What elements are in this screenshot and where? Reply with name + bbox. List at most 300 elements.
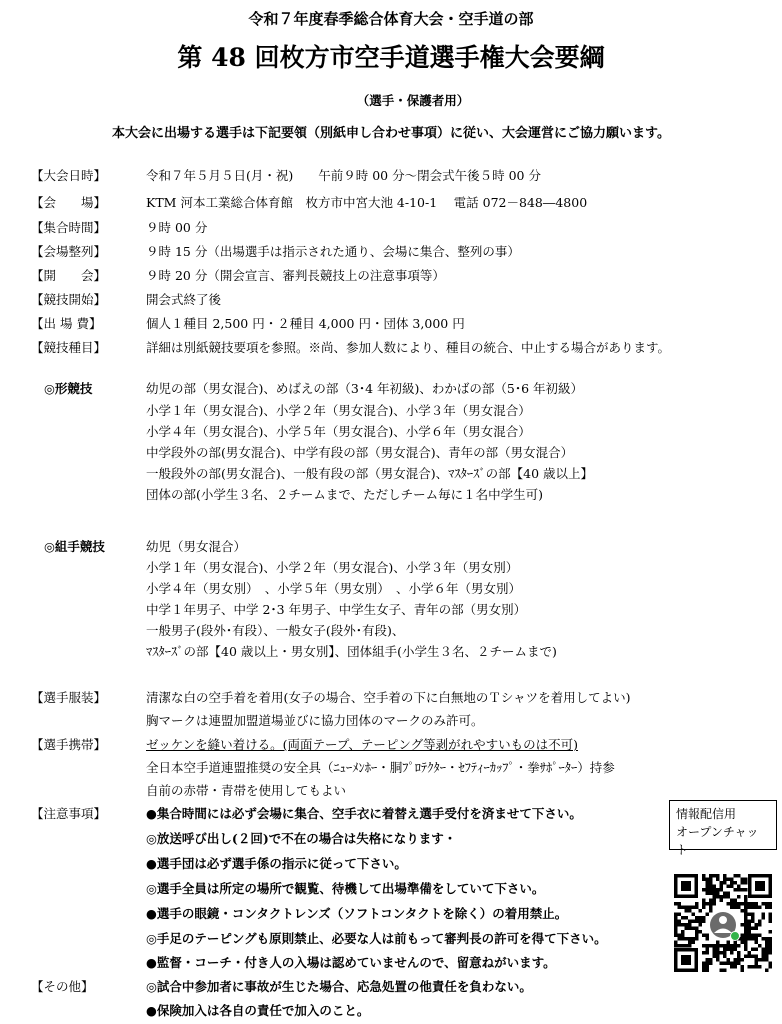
qr-module [674, 927, 678, 931]
qr-module [723, 948, 727, 952]
kata-line: 小学１年（男女混合)、小学２年（男女混合)、小学３年（男女混合） [146, 403, 531, 418]
notes-line: ◎選手全員は所定の場所で観覧、待機して出場準備をしていて下さい。 [146, 881, 545, 896]
qr-module [769, 937, 773, 941]
qr-module [678, 902, 682, 906]
other-line: ●保険加入は各自の責任で加入のこと。 [146, 1003, 370, 1018]
qr-module [709, 878, 713, 882]
qr-code-graphic [670, 870, 776, 976]
qr-module [674, 934, 678, 938]
qr-module [709, 906, 713, 910]
qr-module [737, 962, 741, 966]
qr-module [769, 948, 773, 952]
qr-module [713, 955, 717, 959]
qr-module [674, 930, 678, 934]
qr-module [751, 902, 755, 906]
qr-module [769, 916, 773, 920]
qr-module [769, 920, 773, 924]
qr-module [755, 958, 759, 962]
qr-module [758, 944, 762, 948]
qr-module [741, 958, 745, 962]
qr-module [716, 941, 720, 945]
attire-line: 胸マークは連盟加盟道場並びに協力団体のマークのみ許可。 [146, 713, 484, 728]
qr-module [762, 913, 766, 917]
qr-module [762, 951, 766, 955]
qr-module [737, 895, 741, 899]
qr-module [755, 934, 759, 938]
qr-module [723, 878, 727, 882]
qr-module [755, 923, 759, 927]
qr-module [737, 906, 741, 910]
qr-module [685, 923, 689, 927]
qr-module [748, 934, 752, 938]
qr-module [755, 962, 759, 966]
qr-module [748, 930, 752, 934]
qr-module [765, 955, 769, 959]
qr-module [748, 937, 752, 941]
qr-module [765, 948, 769, 952]
qr-module [678, 944, 682, 948]
qr-module [744, 941, 748, 945]
qr-module [748, 906, 752, 910]
qr-module [758, 958, 762, 962]
qr-module [674, 913, 678, 917]
qr-module [681, 944, 685, 948]
qr-module [702, 874, 706, 878]
qr-module [706, 913, 710, 917]
qr-module [674, 920, 678, 924]
qr-module [688, 909, 692, 913]
qr-module [706, 948, 710, 952]
kumite-label: ◎組手競技 [44, 539, 105, 554]
qr-module [695, 930, 699, 934]
qr-module [727, 962, 731, 966]
qr-module [751, 934, 755, 938]
qr-module [678, 923, 682, 927]
qr-module [702, 906, 706, 910]
detail-label: 【大会日時】 [31, 168, 107, 183]
qr-module [702, 920, 706, 924]
qr-module [716, 958, 720, 962]
qr-module [702, 878, 706, 882]
qr-module [716, 895, 720, 899]
qr-module [744, 948, 748, 952]
qr-module [709, 944, 713, 948]
qr-module [730, 885, 734, 889]
qr-module [744, 927, 748, 931]
qr-module [741, 965, 745, 969]
qr-module [720, 969, 724, 973]
qr-module [744, 923, 748, 927]
qr-module [706, 969, 710, 973]
qr-module [751, 927, 755, 931]
qr-module [688, 937, 692, 941]
qr-module [748, 913, 752, 917]
qr-module [699, 920, 703, 924]
qr-module [706, 937, 710, 941]
qr-module [769, 906, 773, 910]
qr-module [734, 881, 738, 885]
qr-module [674, 923, 678, 927]
notes-line: ●選手団は必ず選手係の指示に従って下さい。 [146, 856, 407, 871]
qr-module [734, 962, 738, 966]
qr-module [737, 944, 741, 948]
qr-module [723, 955, 727, 959]
qr-module [723, 881, 727, 885]
qr-module [709, 899, 713, 903]
qr-module [720, 951, 724, 955]
qr-module [692, 906, 696, 910]
qr-module [685, 916, 689, 920]
detail-value: ９時 20 分（開会宣言、審判長競技上の注意事項等） [146, 268, 445, 283]
qr-module [734, 944, 738, 948]
detail-value: 個人１種目 2,500 円・２種目 4,000 円・団体 3,000 円 [146, 316, 465, 331]
qr-module [755, 941, 759, 945]
qr-module [706, 892, 710, 896]
qr-module [713, 948, 717, 952]
qr-module [706, 902, 710, 906]
detail-label: 【開 会】 [31, 268, 107, 283]
qr-module [734, 958, 738, 962]
qr-module [730, 948, 734, 952]
qr-module [748, 955, 752, 959]
qr-module [744, 878, 748, 882]
qr-module [681, 906, 685, 910]
info-box-line2: オープンチャット [676, 825, 759, 857]
qr-module [734, 941, 738, 945]
qr-module [730, 906, 734, 910]
qr-module [716, 944, 720, 948]
qr-module [688, 941, 692, 945]
qr-module [769, 965, 773, 969]
other-line: ◎試合中参加者に事故が生じた場合、応急処置の他責任を負わない。 [146, 979, 532, 994]
qr-module [751, 920, 755, 924]
carry-label: 【選手携帯】 [31, 737, 107, 752]
kata-line: 幼児の部（男女混合)、めばえの部（3･4 年初級)、わかばの部（5･6 年初級） [146, 381, 584, 396]
qr-module [681, 937, 685, 941]
kata-line: 中学段外の部(男女混合)、中学有段の部（男女混合)、青年の部（男女混合） [146, 445, 574, 460]
qr-module [692, 927, 696, 931]
qr-module [755, 906, 759, 910]
qr-module [741, 878, 745, 882]
qr-module [751, 955, 755, 959]
qr-module [744, 899, 748, 903]
qr-module [737, 958, 741, 962]
qr-module [765, 969, 769, 973]
qr-module [734, 874, 738, 878]
qr-module [706, 878, 710, 882]
qr-module [762, 948, 766, 952]
detail-label: 【集合時間】 [31, 220, 107, 235]
qr-module [751, 965, 755, 969]
qr-module [727, 895, 731, 899]
qr-module [755, 927, 759, 931]
qr-module [713, 892, 717, 896]
qr-module [713, 874, 717, 878]
qr-module [702, 934, 706, 938]
qr-module [758, 965, 762, 969]
qr-module [688, 906, 692, 910]
qr-module [681, 930, 685, 934]
qr-module [727, 944, 731, 948]
qr-module [769, 944, 773, 948]
notes-line: ●選手の眼鏡・コンタクトレンズ（ソフトコンタクトを除く）の着用禁止。 [146, 906, 568, 921]
qr-module [741, 881, 745, 885]
qr-module [709, 909, 713, 913]
qr-module [702, 899, 706, 903]
qr-module [699, 909, 703, 913]
detail-label: 【出 場 費】 [31, 316, 102, 331]
qr-module [716, 892, 720, 896]
qr-module [723, 895, 727, 899]
qr-module [674, 944, 678, 948]
detail-value: ９時 15 分（出場選手は指示された通り、会場に集合、整列の事） [146, 244, 520, 259]
detail-label: 【競技種目】 [31, 340, 107, 355]
qr-module [762, 958, 766, 962]
qr-module [681, 934, 685, 938]
qr-module [723, 874, 727, 878]
qr-module [699, 930, 703, 934]
qr-module [674, 941, 678, 945]
qr-module [734, 899, 738, 903]
detail-value: 令和７年５月５日(月・祝) 午前９時 00 分～閉会式午後５時 00 分 [146, 168, 541, 183]
qr-module [695, 927, 699, 931]
qr-module [713, 885, 717, 889]
qr-module [730, 944, 734, 948]
qr-module [762, 916, 766, 920]
kata-line: 一般段外の部(男女混合)、一般有段の部（男女混合)、ﾏｽﾀｰｽﾞの部【40 歳以上】 [146, 466, 594, 481]
qr-module [720, 899, 724, 903]
qr-module [744, 895, 748, 899]
attire-label: 【選手服装】 [31, 690, 107, 705]
qr-module [744, 888, 748, 892]
qr-module [755, 902, 759, 906]
qr-module [695, 902, 699, 906]
kata-line: 小学４年（男女混合)、小学５年（男女混合)、小学６年（男女混合） [146, 424, 531, 439]
qr-module [723, 962, 727, 966]
qr-module [706, 885, 710, 889]
detail-value: 詳細は別紙競技要項を参照。※尚、参加人数により、種目の統合、中止する場合があります。 [146, 340, 671, 355]
qr-module [674, 916, 678, 920]
qr-module [755, 937, 759, 941]
qr-module [702, 944, 706, 948]
notes-line: ●監督・コーチ・付き人の入場は認めていませんので、留意ねがいます。 [146, 955, 556, 970]
qr-module [748, 927, 752, 931]
qr-module [744, 934, 748, 938]
carry-line: 自前の赤帯・青帯を使用してもよい [146, 783, 347, 798]
qr-module [727, 892, 731, 896]
qr-module [723, 892, 727, 896]
qr-module [716, 955, 720, 959]
qr-module [723, 951, 727, 955]
attire-line: 清潔な白の空手着を着用(女子の場合、空手着の下に白無地のＴシャツを着用してよい) [146, 690, 631, 705]
qr-module [744, 902, 748, 906]
qr-module [730, 965, 734, 969]
qr-module [762, 955, 766, 959]
qr-module [685, 937, 689, 941]
qr-module [695, 934, 699, 938]
qr-module [730, 962, 734, 966]
qr-module [685, 906, 689, 910]
qr-module [730, 881, 734, 885]
qr-module [727, 885, 731, 889]
notes-line: ●集合時間には必ず会場に集合、空手衣に着替え選手受付を済ませて下さい。 [146, 806, 582, 821]
qr-module [744, 944, 748, 948]
qr-module [720, 944, 724, 948]
qr-module [678, 937, 682, 941]
qr-module [744, 955, 748, 959]
qr-module [688, 923, 692, 927]
page-title: 第 48 回枚方市空手道選手権大会要綱 [177, 43, 605, 72]
qr-module [720, 962, 724, 966]
qr-module [765, 937, 769, 941]
qr-module [727, 958, 731, 962]
qr-module [713, 951, 717, 955]
qr-module [762, 902, 766, 906]
qr-module [737, 888, 741, 892]
kata-line: 団体の部(小学生３名、２チームまで、ただしチーム毎に１名中学生可) [146, 487, 544, 502]
qr-module [702, 969, 706, 973]
qr-module [692, 941, 696, 945]
detail-value: 開会式終了後 [146, 292, 222, 307]
qr-module [737, 874, 741, 878]
qr-module [695, 937, 699, 941]
qr-module [744, 930, 748, 934]
qr-module [685, 927, 689, 931]
qr-module [716, 878, 720, 882]
qr-module [706, 888, 710, 892]
qr-module [723, 944, 727, 948]
qr-module [702, 888, 706, 892]
qr-module [748, 902, 752, 906]
qr-module [741, 923, 745, 927]
qr-module [702, 902, 706, 906]
qr-module [748, 965, 752, 969]
kumite-line: 中学１年男子、中学 2･3 年男子、中学生女子、青年の部（男女別） [146, 602, 527, 617]
other-label: 【その他】 [31, 979, 94, 994]
qr-module [709, 958, 713, 962]
qr-module [769, 951, 773, 955]
qr-module [741, 888, 745, 892]
qr-module [695, 920, 699, 924]
qr-module [706, 881, 710, 885]
qr-module [688, 920, 692, 924]
detail-value: ９時 00 分 [146, 220, 208, 235]
qr-module [741, 969, 745, 973]
qr-module [709, 902, 713, 906]
qr-module [769, 941, 773, 945]
qr-module [716, 874, 720, 878]
notes-line: ◎放送呼び出し(２回)で不在の場合は失格になります・ [146, 831, 457, 846]
qr-module [727, 941, 731, 945]
qr-module [720, 885, 724, 889]
qr-module [699, 916, 703, 920]
qr-module [765, 958, 769, 962]
qr-module [744, 881, 748, 885]
qr-module [709, 881, 713, 885]
qr-module [709, 892, 713, 896]
qr-module [695, 916, 699, 920]
qr-module [713, 888, 717, 892]
qr-module [727, 902, 731, 906]
qr-module [706, 944, 710, 948]
qr-code-icon[interactable] [670, 870, 776, 976]
qr-module [734, 902, 738, 906]
qr-module [755, 948, 759, 952]
audience-subtitle: （選手・保護者用） [356, 93, 470, 108]
qr-module [744, 906, 748, 910]
qr-module [695, 906, 699, 910]
qr-module [765, 902, 769, 906]
qr-module [706, 962, 710, 966]
qr-module [734, 965, 738, 969]
notes-label: 【注意事項】 [31, 806, 107, 821]
qr-module [709, 885, 713, 889]
carry-line: 全日本空手道連盟推奨の安全具（ﾆｭｰﾒﾝﾎｰ・胴ﾌﾟﾛﾃｸﾀｰ・ｾﾌﾃｨｰｶｯﾌﾟ・拳ｻﾎﾟｰﾀｰ）持参 [146, 760, 615, 775]
qr-module [702, 916, 706, 920]
qr-module [730, 902, 734, 906]
qr-module [706, 958, 710, 962]
qr-module [688, 944, 692, 948]
qr-module [678, 913, 682, 917]
qr-module [751, 937, 755, 941]
qr-module [751, 906, 755, 910]
qr-module [765, 906, 769, 910]
qr-module [741, 934, 745, 938]
qr-module [713, 895, 717, 899]
qr-module [681, 916, 685, 920]
qr-module [727, 878, 731, 882]
kumite-line: ﾏｽﾀｰｽﾞの部【40 歳以上・男女別】、団体組手(小学生３名、２チームまで) [146, 644, 557, 659]
qr-module [727, 948, 731, 952]
qr-module [730, 878, 734, 882]
qr-module [741, 941, 745, 945]
qr-module [702, 951, 706, 955]
qr-module [758, 906, 762, 910]
qr-module [737, 951, 741, 955]
open-chat-info-box [669, 800, 777, 857]
info-box-line1: 情報配信用 [676, 807, 737, 821]
qr-module [769, 902, 773, 906]
qr-module [741, 909, 745, 913]
qr-module [744, 937, 748, 941]
qr-module [692, 913, 696, 917]
qr-module [692, 920, 696, 924]
qr-module [699, 923, 703, 927]
qr-module [755, 955, 759, 959]
qr-module [765, 941, 769, 945]
qr-module [716, 888, 720, 892]
detail-label: 【会場整列】 [31, 244, 107, 259]
qr-module [734, 906, 738, 910]
kumite-line: 小学４年（男女別） 、小学５年（男女別） 、小学６年（男女別） [146, 581, 522, 596]
qr-module [681, 923, 685, 927]
qr-module [744, 920, 748, 924]
qr-module [758, 920, 762, 924]
qr-module [720, 888, 724, 892]
qr-module [709, 874, 713, 878]
qr-module [762, 937, 766, 941]
qr-module [713, 902, 717, 906]
kata-label: ◎形競技 [44, 381, 93, 396]
qr-module [688, 927, 692, 931]
qr-module [702, 962, 706, 966]
qr-module [692, 937, 696, 941]
qr-module [709, 962, 713, 966]
qr-module [723, 969, 727, 973]
qr-module [755, 965, 759, 969]
qr-module [716, 948, 720, 952]
qr-module [702, 965, 706, 969]
